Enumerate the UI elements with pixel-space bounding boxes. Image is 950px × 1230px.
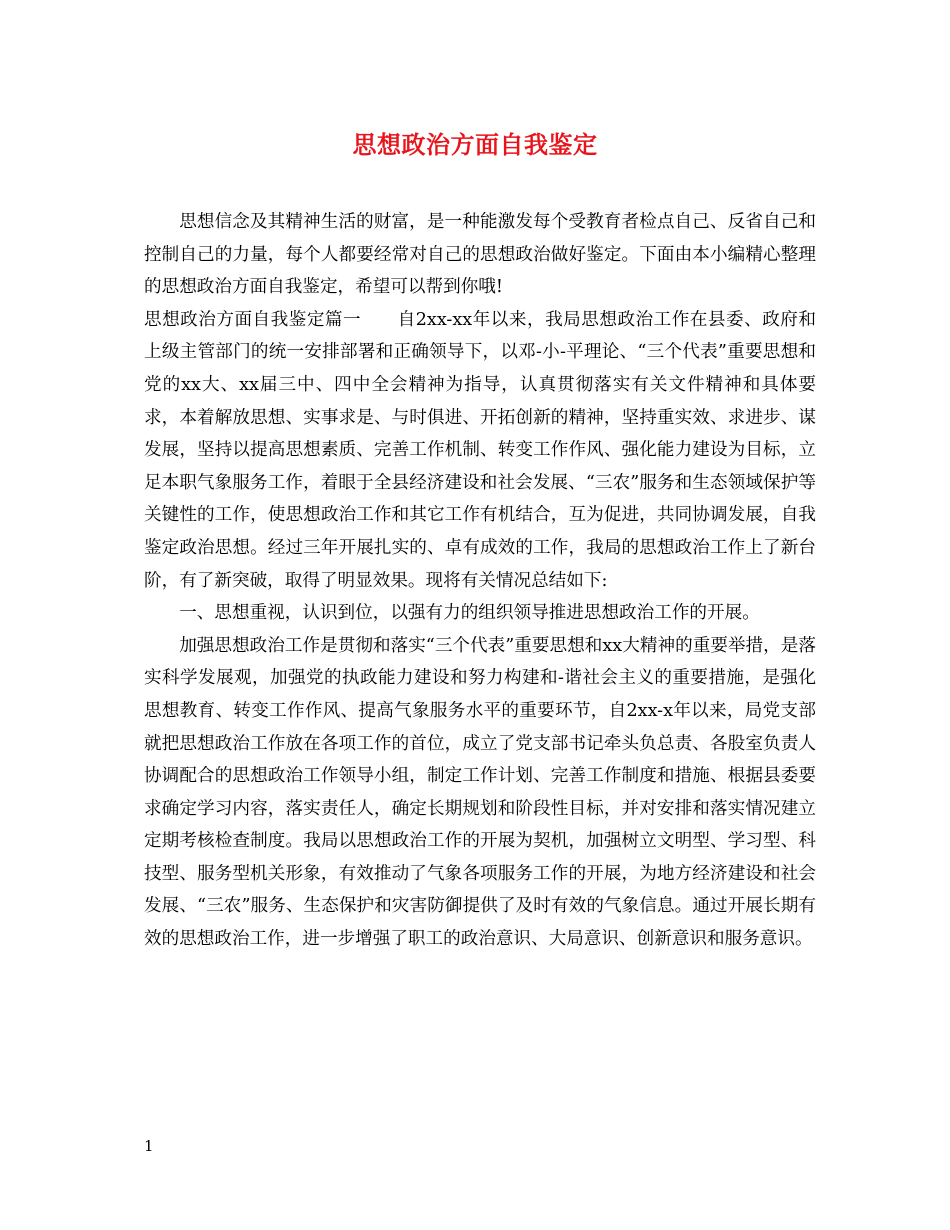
document-body: [144, 206, 816, 956]
paragraph-two: 加强思想政治工作是贯彻和落实“三个代表”重要思想和xx大精神的重要举措，是落实科学发展观，加强党的执政能力建设和努力构建和-谐社会主义的重要措施，是强化思想教育、转变工作作风、提高气象服务水平的重要环节，自2xx-x年以来，局党支部就把思想政治工作放在各项工作的首位，成立了党支部书记牵头负总责、各股室负责人协调配合的思想政治工作领导小组，制定工作计划、完善工作制度和措施、根据县委要求确定学习内容，落实责任人，确定长期规划和阶段性目标，并对安排和落实情况建立定期考核检查制度。我局以思想政治工作的开展为契机，加强树立文明型、学习型、科技型、服务型机关形象，有效推动了气象各项服务工作的开展，为地方经济建设和社会发展、“三农”服务、生态保护和灾害防御提供了及时有效的气象信息。通过开展长期有效的思想政治工作，进一步增强了职工的政治意识、大局意识、创新意识和服务意识。: [144, 635, 816, 950]
page-number: 1: [144, 1137, 154, 1155]
section-label: 思想政治方面自我鉴定篇一: [144, 309, 362, 330]
heading-one: 一、思想重视，认识到位，以强有力的组织领导推进思想政治工作的开展。: [179, 603, 760, 624]
document-title: 思想政治方面自我鉴定: [352, 130, 598, 159]
section-paragraph: [144, 304, 816, 597]
intro-paragraph: 思想信念及其精神生活的财富，是一种能激发每个受教育者检点自己、反省自己和控制自己的力量，每个人都要经常对自己的思想政治做好鉴定。下面由本小编精心整理的思想政治方面自我鉴定，希望可以帮到你哦!: [144, 212, 816, 298]
section-text: 自2xx-xx年以来，我局思想政治工作在县委、政府和上级主管部门的统一安排部署和正确领导下，以邓-小-平理论、“三个代表”重要思想和党的xx大、xx届三中、四中全会精神为指导，认真贯彻落实有关文件精神和具体要求，本着解放思想、实事求是、与时俱进、开拓创新的精神，坚持重实效、求进步、谋发展，坚持以提高思想素质、完善工作机制、转变工作作风、强化能力建设为目标，立足本职气象服务工作，着眼于全县经济建设和社会发展、“三农”服务和生态领域保护等关键性的工作，使思想政治工作和其它工作有机结合，互为促进，共同协调发展，自我鉴定政治思想。经过三年开展扎实的、卓有成效的工作，我局的思想政治工作上了新台阶，有了新突破，取得了明显效果。现将有关情况总结如下:: [144, 309, 816, 591]
